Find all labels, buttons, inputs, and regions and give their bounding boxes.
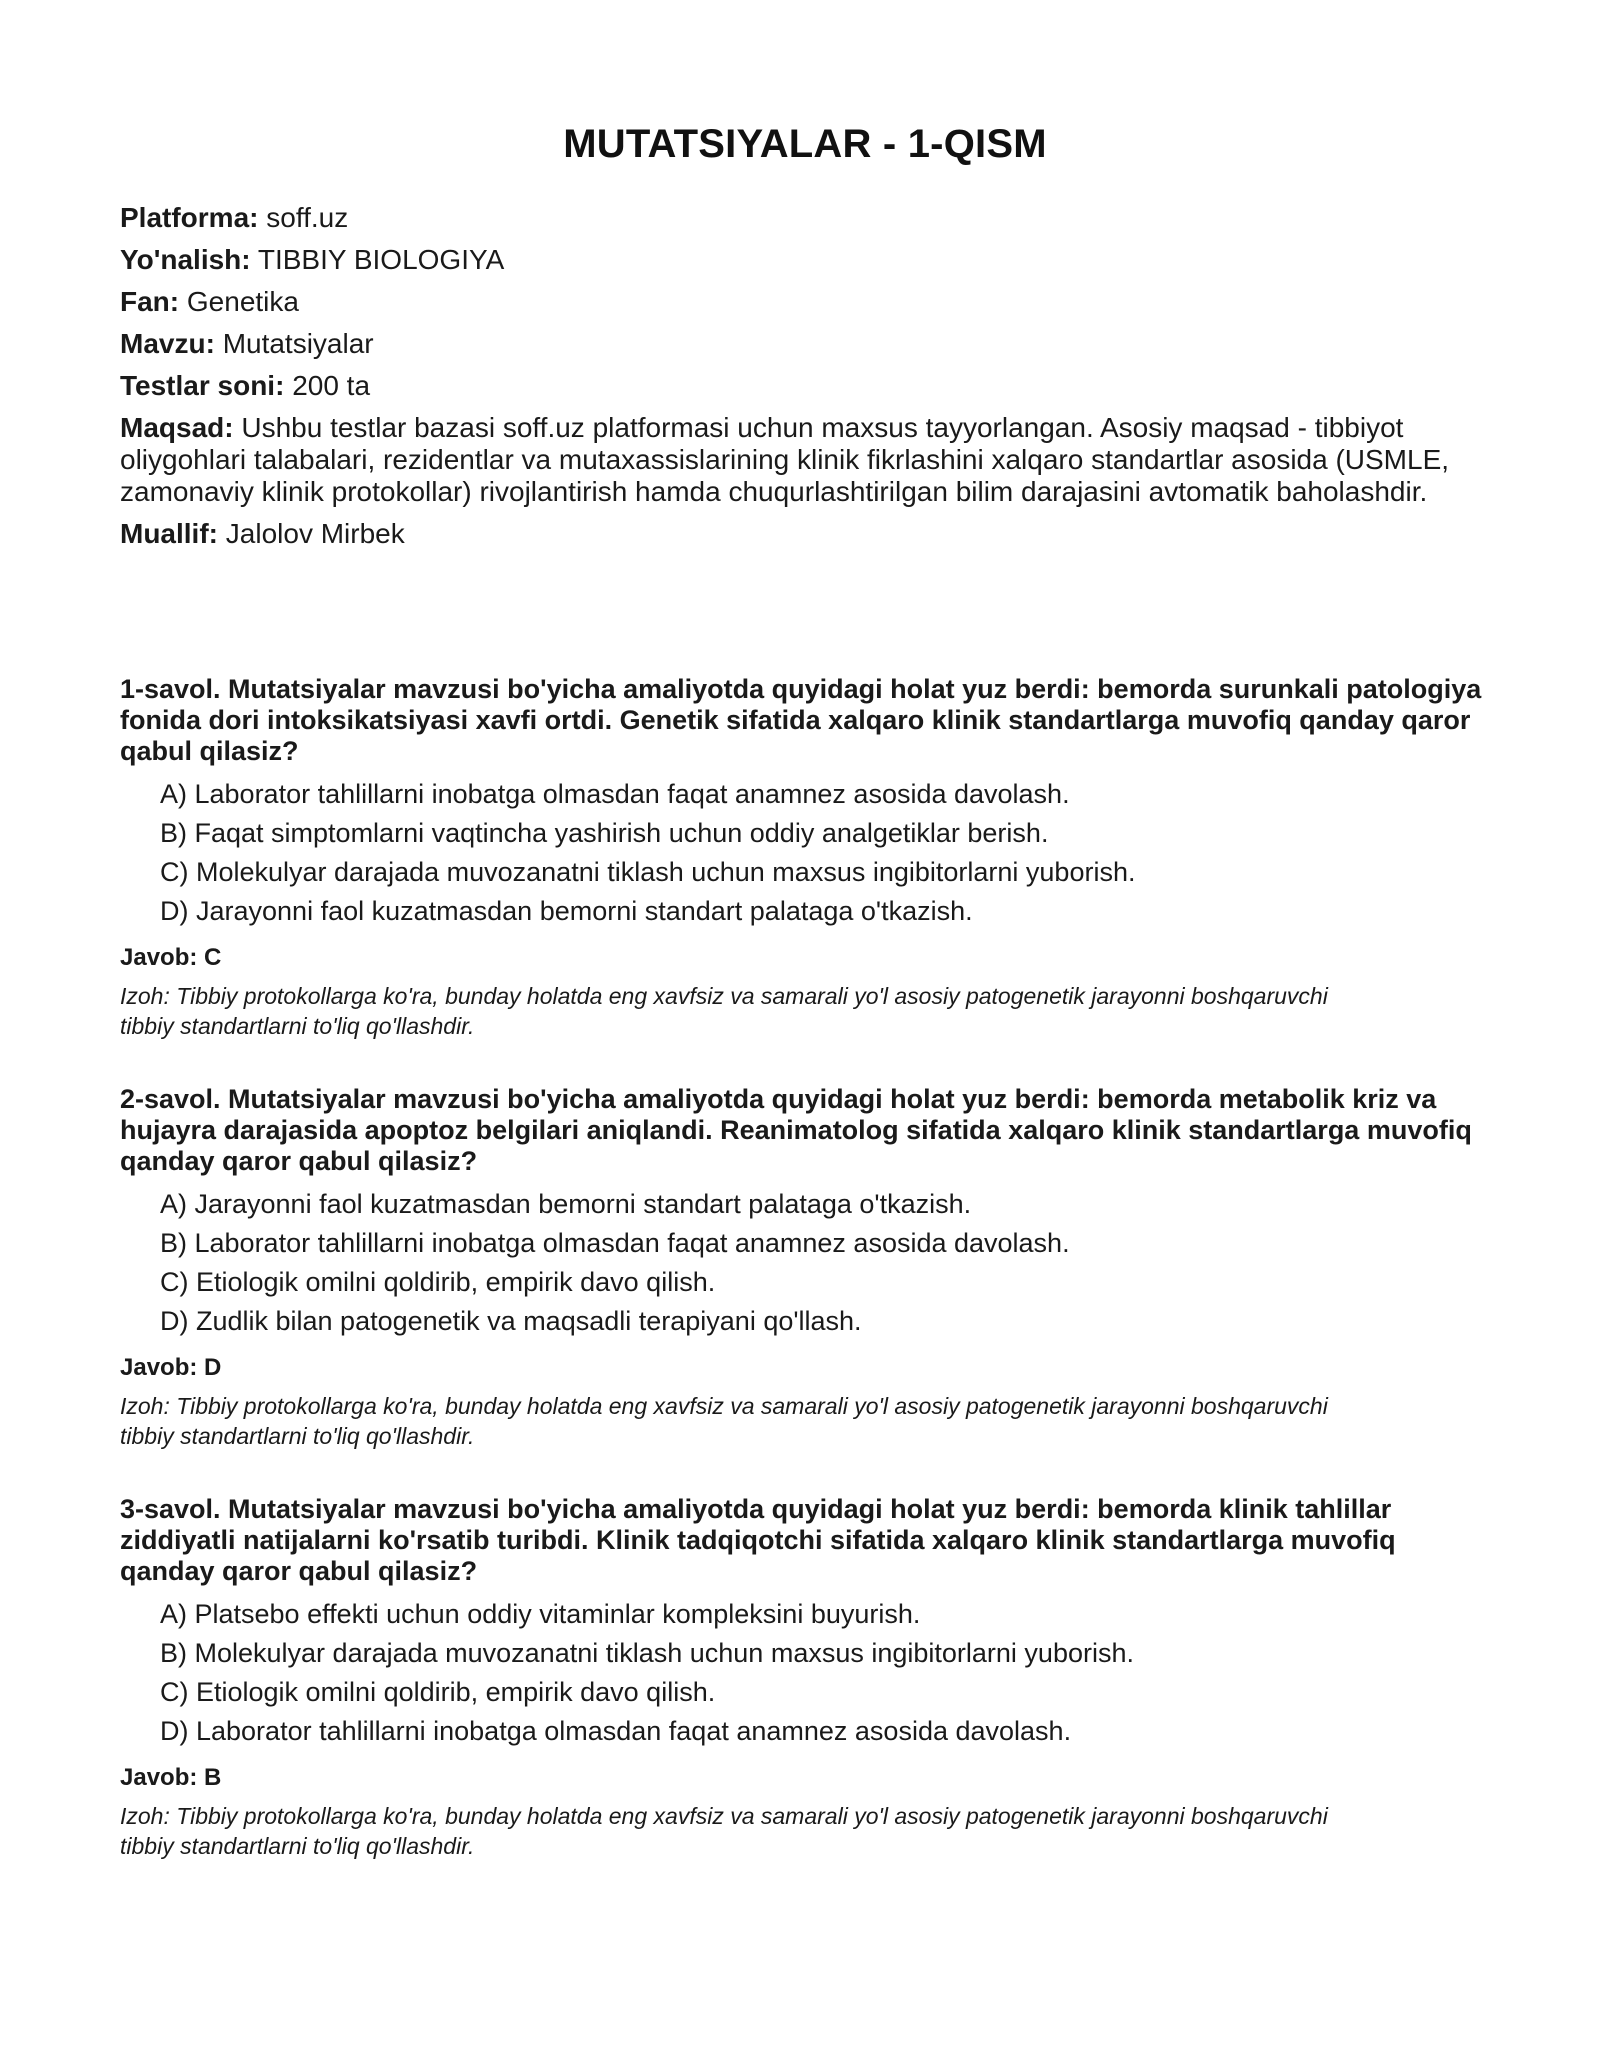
meta-label: Mavzu: [120, 328, 215, 359]
meta-value: TIBBIY BIOLOGIYA [257, 244, 505, 275]
meta-direction [120, 244, 1490, 276]
meta-purpose [120, 412, 1450, 508]
meta-platform [120, 202, 1490, 234]
question-text: 2-savol. Mutatsiyalar mavzusi bo'yicha amaliyotda quyidagi holat yuz berdi: bemorda metabolik kriz va hujayra darajasida apoptoz belgilari aniqlandi. Reanimatolog sifatida xalqaro klinik standartlarga muvofiq qanday qaror qabul qilasiz? [120, 1084, 1472, 1176]
option-b: B) Laborator tahlillarni inobatga olmasdan faqat anamnez asosida davolash. [160, 1228, 1070, 1258]
option-a: A) Laborator tahlillarni inobatga olmasdan faqat anamnez asosida davolash. [160, 779, 1070, 809]
meta-label: Maqsad: [120, 412, 234, 443]
document-title: MUTATSIYALAR - 1-QISM [563, 122, 1047, 166]
option-c: C) Molekulyar darajada muvozanatni tiklash uchun maxsus ingibitorlarni yuborish. [160, 857, 1136, 887]
answer-options [120, 779, 1490, 927]
meta-author [120, 518, 1490, 550]
meta-value: Jalolov Mirbek [225, 518, 405, 549]
option-c: C) Etiologik omilni qoldirib, empirik davo qilish. [160, 1677, 716, 1707]
meta-label: Yo'nalish: [120, 244, 251, 275]
meta-value: Ushbu testlar bazasi soff.uz platformasi uchun maxsus tayyorlangan. Asosiy maqsad - tibbiyot oliygohlari talabalari, rezidentlar va mutaxassislarining klinik fikrlashini xalqaro standartlar asosida (USMLE, zamonaviy klinik protokollar) rivojlantirish hamda chuqurlashtirilgan bilim darajasini avtomatik baholashdir. [120, 412, 1450, 507]
meta-value: 200 ta [292, 370, 371, 401]
answer-options [120, 1189, 1490, 1337]
meta-value: Mutatsiyalar [222, 328, 374, 359]
option-d: D) Jarayonni faol kuzatmasdan bemorni standart palataga o'tkazish. [160, 896, 973, 926]
meta-label: Fan: [120, 286, 180, 317]
meta-value: Genetika [186, 286, 299, 317]
correct-answer: Javob: B [120, 1764, 222, 1791]
question-1 [120, 674, 1490, 1084]
explanation: Izoh: Tibbiy protokollarga ko'ra, bunday holatda eng xavfsiz va samarali yo'l asosiy patogenetik jarayonni boshqaruvchi tibbiy standartlarni to'liq qo'llashdir. [120, 1393, 1328, 1449]
meta-test-count [120, 370, 1490, 402]
option-a: A) Jarayonni faol kuzatmasdan bemorni standart palataga o'tkazish. [160, 1189, 972, 1219]
meta-label: Platforma: [120, 202, 259, 233]
option-b: B) Faqat simptomlarni vaqtincha yashirish uchun oddiy analgetiklar berish. [160, 818, 1049, 848]
meta-value: soff.uz [266, 202, 349, 233]
meta-topic [120, 328, 1490, 360]
correct-answer: Javob: D [120, 1354, 222, 1381]
option-d: D) Laborator tahlillarni inobatga olmasdan faqat anamnez asosida davolash. [160, 1716, 1072, 1746]
answer-options [120, 1599, 1490, 1747]
meta-label: Muallif: [120, 518, 218, 549]
question-text: 1-savol. Mutatsiyalar mavzusi bo'yicha amaliyotda quyidagi holat yuz berdi: bemorda surunkali patologiya fonida dori intoksikatsiyasi xavfi ortdi. Genetik sifatida xalqaro klinik standartlarga muvofiq qanday qaror qabul qilasiz? [120, 674, 1482, 766]
option-a: A) Platsebo effekti uchun oddiy vitaminlar kompleksini buyurish. [160, 1599, 921, 1629]
option-c: C) Etiologik omilni qoldirib, empirik davo qilish. [160, 1267, 716, 1297]
option-b: B) Molekulyar darajada muvozanatni tiklash uchun maxsus ingibitorlarni yuborish. [160, 1638, 1134, 1668]
explanation: Izoh: Tibbiy protokollarga ko'ra, bunday holatda eng xavfsiz va samarali yo'l asosiy patogenetik jarayonni boshqaruvchi tibbiy standartlarni to'liq qo'llashdir. [120, 983, 1328, 1039]
correct-answer: Javob: C [120, 944, 222, 971]
meta-subject [120, 286, 1490, 318]
document-meta [120, 202, 1490, 560]
question-list [120, 674, 1490, 1904]
question-2 [120, 1084, 1490, 1494]
question-3 [120, 1494, 1490, 1904]
meta-label: Testlar soni: [120, 370, 285, 401]
question-text: 3-savol. Mutatsiyalar mavzusi bo'yicha amaliyotda quyidagi holat yuz berdi: bemorda klinik tahlillar ziddiyatli natijalarni ko'rsatib turibdi. Klinik tadqiqotchi sifatida xalqaro klinik standartlarga muvofiq qanday qaror qabul qilasiz? [120, 1494, 1396, 1586]
option-d: D) Zudlik bilan patogenetik va maqsadli terapiyani qo'llash. [160, 1306, 862, 1336]
explanation: Izoh: Tibbiy protokollarga ko'ra, bunday holatda eng xavfsiz va samarali yo'l asosiy patogenetik jarayonni boshqaruvchi tibbiy standartlarni to'liq qo'llashdir. [120, 1803, 1328, 1859]
